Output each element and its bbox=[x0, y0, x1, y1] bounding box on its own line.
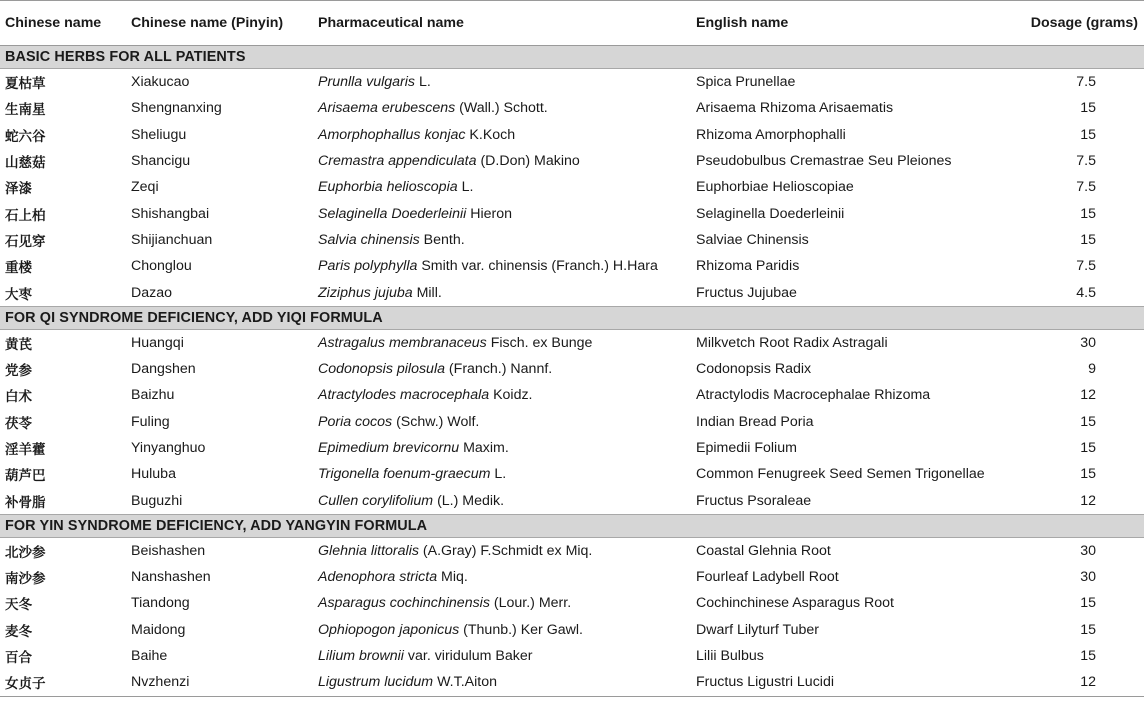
pinyin-cell: Maidong bbox=[131, 621, 186, 638]
chinese-name-cell: 北沙参 bbox=[5, 544, 46, 561]
author-citation: L. bbox=[415, 74, 431, 91]
table-row bbox=[0, 227, 1144, 253]
chinese-name-cell: 石见穿 bbox=[5, 233, 46, 250]
table-row bbox=[0, 537, 1144, 564]
english-name-cell: Rhizoma Amorphophalli bbox=[696, 126, 846, 143]
author-citation: K.Koch bbox=[465, 126, 516, 143]
pinyin-cell: Nanshashen bbox=[131, 569, 211, 586]
table-row bbox=[0, 643, 1144, 669]
table-row bbox=[0, 200, 1144, 226]
dosage-cell: 7.5 bbox=[1076, 179, 1096, 196]
author-citation: W.T.Aiton bbox=[433, 674, 497, 691]
pharmaceutical-name-cell bbox=[313, 617, 691, 643]
chinese-name-cell: 茯苓 bbox=[5, 415, 32, 432]
dosage-cell: 15 bbox=[1080, 648, 1096, 665]
english-name-cell: Fructus Ligustri Lucidi bbox=[691, 669, 1017, 696]
table-row bbox=[0, 148, 1144, 174]
species-name: Arisaema erubescens bbox=[318, 100, 456, 117]
english-name-cell: Atractylodis Macrocephalae Rhizoma bbox=[696, 387, 931, 404]
english-name-cell: Fourleaf Ladybell Root bbox=[696, 569, 839, 586]
pharmaceutical-name-cell bbox=[313, 356, 691, 382]
species-name: Trigonella foenum-graecum bbox=[318, 466, 491, 483]
species-name: Cremastra appendiculata bbox=[318, 153, 477, 170]
header-english-name: English name bbox=[691, 1, 1017, 46]
chinese-name-cell: 重楼 bbox=[5, 260, 32, 277]
chinese-name-cell: 大枣 bbox=[5, 286, 32, 303]
pharmaceutical-name-cell bbox=[313, 643, 691, 669]
species-name: Ligustrum lucidum bbox=[318, 674, 434, 691]
chinese-name-cell: 麦冬 bbox=[5, 623, 32, 640]
pinyin-cell: Shengnanxing bbox=[131, 100, 222, 117]
pinyin-cell: Dangshen bbox=[131, 361, 196, 378]
table-row bbox=[0, 69, 1144, 96]
table-row bbox=[0, 356, 1144, 382]
chinese-name-cell: 黄芪 bbox=[5, 336, 32, 353]
dosage-cell: 30 bbox=[1080, 569, 1096, 586]
pharmaceutical-name-cell bbox=[313, 461, 691, 487]
english-name-cell: Codonopsis Radix bbox=[696, 361, 812, 378]
english-name-cell: Indian Bread Poria bbox=[696, 413, 814, 430]
english-name-cell: Selaginella Doederleinii bbox=[696, 205, 845, 222]
pharmaceutical-name-cell bbox=[313, 487, 691, 514]
english-name-cell: Rhizoma Paridis bbox=[696, 258, 800, 275]
chinese-name-cell: 生南星 bbox=[5, 102, 46, 119]
table-row bbox=[0, 409, 1144, 435]
pinyin-cell: Baizhu bbox=[131, 387, 175, 404]
pharmaceutical-name-cell bbox=[313, 253, 691, 279]
dosage-cell: 15 bbox=[1080, 231, 1096, 248]
species-name: Epimedium brevicornu bbox=[318, 440, 460, 456]
table-row bbox=[0, 95, 1144, 121]
chinese-name-cell: 蛇六谷 bbox=[5, 128, 46, 145]
pharmaceutical-name-cell bbox=[313, 279, 691, 306]
pinyin-cell: Shijianchuan bbox=[131, 231, 213, 248]
table-row bbox=[0, 382, 1144, 408]
table-body bbox=[0, 46, 1144, 697]
dosage-cell: 15 bbox=[1080, 595, 1096, 612]
species-name: Prunlla vulgaris bbox=[318, 74, 415, 91]
header-pharmaceutical-name: Pharmaceutical name bbox=[313, 1, 691, 46]
pinyin-cell: Shancigu bbox=[131, 153, 191, 170]
author-citation: L. bbox=[457, 179, 474, 196]
header-row bbox=[0, 1, 1144, 46]
author-citation: (Thunb.) Ker Gawl. bbox=[459, 621, 583, 638]
pinyin-cell: Huangqi bbox=[131, 334, 184, 351]
chinese-name-cell: 白术 bbox=[5, 389, 32, 406]
english-name-cell: Coastal Glehnia Root bbox=[696, 542, 831, 559]
pinyin-cell: Yinyanghuo bbox=[131, 440, 206, 456]
dosage-cell: 30 bbox=[1080, 334, 1096, 351]
pharmaceutical-name-cell bbox=[313, 329, 691, 356]
pinyin-cell: Buguzhi bbox=[131, 492, 183, 509]
species-name: Ophiopogon japonicus bbox=[318, 621, 460, 638]
dosage-cell: 15 bbox=[1080, 440, 1096, 456]
header-dosage: Dosage (grams) bbox=[1017, 1, 1144, 46]
english-name-cell: Dwarf Lilyturf Tuber bbox=[696, 621, 819, 638]
dosage-cell: 7.5 bbox=[1076, 74, 1096, 91]
dosage-cell: 15 bbox=[1080, 126, 1096, 143]
author-citation: Koidz. bbox=[489, 387, 533, 404]
dosage-cell: 15 bbox=[1080, 205, 1096, 222]
pharmaceutical-name-cell bbox=[313, 590, 691, 616]
species-name: Astragalus membranaceus bbox=[318, 334, 487, 351]
species-name: Ziziphus jujuba bbox=[318, 284, 413, 301]
author-citation: Smith var. chinensis (Franch.) H.Hara bbox=[417, 258, 658, 275]
pharmaceutical-name-cell bbox=[313, 227, 691, 253]
species-name: Paris polyphylla bbox=[318, 258, 418, 275]
pharmaceutical-name-cell bbox=[313, 537, 691, 564]
author-citation: Benth. bbox=[419, 231, 465, 248]
pinyin-cell: Xiakucao bbox=[131, 74, 190, 91]
author-citation: Hieron bbox=[466, 205, 513, 222]
pinyin-cell: Baihe bbox=[131, 648, 168, 665]
dosage-cell: 12 bbox=[1080, 492, 1096, 509]
section-header-row bbox=[0, 46, 1144, 69]
dosage-cell: 7.5 bbox=[1076, 258, 1096, 275]
species-name: Salvia chinensis bbox=[318, 231, 420, 248]
dosage-cell: 15 bbox=[1080, 621, 1096, 638]
dosage-cell: 15 bbox=[1080, 466, 1096, 483]
author-citation: Mill. bbox=[412, 284, 442, 301]
species-name: Selaginella Doederleinii bbox=[318, 205, 467, 222]
species-name: Euphorbia helioscopia bbox=[318, 179, 458, 196]
pinyin-cell: Tiandong bbox=[131, 595, 190, 612]
species-name: Cullen corylifolium bbox=[318, 492, 434, 509]
english-name-cell: Epimedii Folium bbox=[696, 440, 797, 456]
table-row bbox=[0, 461, 1144, 487]
species-name: Poria cocos bbox=[318, 413, 393, 430]
section-header-row bbox=[0, 514, 1144, 537]
pharmaceutical-name-cell bbox=[313, 69, 691, 96]
dosage-cell: 7.5 bbox=[1076, 153, 1096, 170]
chinese-name-cell: 淫羊藿 bbox=[5, 442, 46, 458]
pharmaceutical-name-cell bbox=[313, 382, 691, 408]
english-name-cell: Arisaema Rhizoma Arisaematis bbox=[696, 100, 894, 117]
english-name-cell: Lilii Bulbus bbox=[696, 648, 764, 665]
dosage-cell: 9 bbox=[1088, 361, 1096, 378]
pharmaceutical-name-cell bbox=[313, 435, 691, 461]
pharmaceutical-name-cell bbox=[313, 200, 691, 226]
species-name: Codonopsis pilosula bbox=[318, 361, 445, 378]
table-row bbox=[0, 435, 1144, 461]
chinese-name-cell: 女贞子 bbox=[0, 669, 126, 696]
section-title: FOR QI SYNDROME DEFICIENCY, ADD YIQI FORMULA bbox=[0, 306, 1144, 329]
chinese-name-cell: 山慈菇 bbox=[5, 155, 46, 172]
table-header bbox=[0, 1, 1144, 46]
pinyin-cell: Beishashen bbox=[131, 542, 206, 559]
dosage-cell: 4.5 bbox=[1076, 284, 1096, 301]
chinese-name-cell: 泽漆 bbox=[5, 181, 32, 198]
chinese-name-cell: 葫芦巴 bbox=[5, 468, 46, 485]
english-name-cell: Cochinchinese Asparagus Root bbox=[696, 595, 894, 612]
pharmaceutical-name-cell bbox=[313, 174, 691, 200]
table-row bbox=[0, 487, 1144, 514]
dosage-cell: 15 bbox=[1080, 413, 1096, 430]
pharmaceutical-name-cell bbox=[313, 409, 691, 435]
table-row bbox=[0, 253, 1144, 279]
pinyin-cell: Shishangbai bbox=[131, 205, 210, 222]
species-name: Amorphophallus konjac bbox=[318, 126, 466, 143]
author-citation: var. viridulum Baker bbox=[403, 648, 533, 665]
pharmaceutical-name-cell bbox=[313, 95, 691, 121]
english-name-cell: Fructus Psoraleae bbox=[696, 492, 812, 509]
chinese-name-cell: 补骨脂 bbox=[5, 494, 46, 511]
table-row bbox=[0, 122, 1144, 148]
table-row bbox=[0, 279, 1144, 306]
dosage-cell: 15 bbox=[1080, 100, 1096, 117]
author-citation: (L.) Medik. bbox=[433, 492, 505, 509]
dosage-cell: 12 bbox=[1017, 669, 1144, 696]
header-chinese-name: Chinese name bbox=[0, 1, 126, 46]
section-header-row bbox=[0, 306, 1144, 329]
english-name-cell: Fructus Jujubae bbox=[696, 284, 797, 301]
pinyin-cell: Zeqi bbox=[131, 179, 159, 196]
dosage-cell: 12 bbox=[1080, 387, 1096, 404]
author-citation: (Wall.) Schott. bbox=[455, 100, 548, 117]
species-name: Adenophora stricta bbox=[318, 569, 438, 586]
dosage-cell: 30 bbox=[1080, 542, 1096, 559]
pinyin-cell: Fuling bbox=[131, 413, 170, 430]
author-citation: Miq. bbox=[437, 569, 468, 586]
section-title: FOR YIN SYNDROME DEFICIENCY, ADD YANGYIN FORMULA bbox=[0, 514, 1144, 537]
author-citation: (Lour.) Merr. bbox=[489, 595, 572, 612]
table-row bbox=[0, 564, 1144, 590]
author-citation: L. bbox=[490, 466, 507, 483]
author-citation: (D.Don) Makino bbox=[476, 153, 580, 170]
pharmaceutical-name-cell bbox=[313, 148, 691, 174]
author-citation: (Schw.) Wolf. bbox=[392, 413, 480, 430]
chinese-name-cell: 石上柏 bbox=[5, 207, 46, 224]
english-name-cell: Salviae Chinensis bbox=[696, 231, 809, 248]
pinyin-cell: Chonglou bbox=[131, 258, 192, 275]
species-name: Glehnia littoralis bbox=[318, 542, 419, 559]
author-citation: Maxim. bbox=[459, 440, 509, 456]
table-row bbox=[0, 329, 1144, 356]
header-pinyin-name: Chinese name (Pinyin) bbox=[126, 1, 313, 46]
english-name-cell: Common Fenugreek Seed Semen Trigonellae bbox=[696, 466, 985, 483]
chinese-name-cell: 党参 bbox=[5, 363, 32, 380]
chinese-name-cell: 夏枯草 bbox=[5, 76, 46, 93]
pinyin-cell: Nvzhenzi bbox=[126, 669, 313, 696]
english-name-cell: Milkvetch Root Radix Astragali bbox=[696, 334, 888, 351]
table-row bbox=[0, 590, 1144, 616]
author-citation: (Franch.) Nannf. bbox=[444, 361, 553, 378]
table-row bbox=[0, 174, 1144, 200]
english-name-cell: Euphorbiae Helioscopiae bbox=[696, 179, 854, 196]
species-name: Asparagus cochinchinensis bbox=[318, 595, 490, 612]
species-name: Lilium brownii bbox=[318, 648, 404, 665]
english-name-cell: Spica Prunellae bbox=[696, 74, 796, 91]
pinyin-cell: Sheliugu bbox=[131, 126, 187, 143]
chinese-name-cell: 南沙参 bbox=[5, 571, 46, 588]
author-citation: (A.Gray) F.Schmidt ex Miq. bbox=[418, 542, 593, 559]
section-title: BASIC HERBS FOR ALL PATIENTS bbox=[0, 46, 1144, 69]
chinese-name-cell: 天冬 bbox=[5, 597, 32, 614]
pharmaceutical-name-cell bbox=[313, 669, 691, 696]
table-row bbox=[0, 617, 1144, 643]
pinyin-cell: Dazao bbox=[131, 284, 173, 301]
english-name-cell: Pseudobulbus Cremastrae Seu Pleiones bbox=[696, 153, 952, 170]
table-row bbox=[0, 669, 1144, 696]
pharmaceutical-name-cell bbox=[313, 564, 691, 590]
pharmaceutical-name-cell bbox=[313, 122, 691, 148]
species-name: Atractylodes macrocephala bbox=[318, 387, 490, 404]
chinese-name-cell: 百合 bbox=[5, 650, 32, 667]
author-citation: Fisch. ex Bunge bbox=[486, 334, 593, 351]
pinyin-cell: Huluba bbox=[131, 466, 176, 483]
